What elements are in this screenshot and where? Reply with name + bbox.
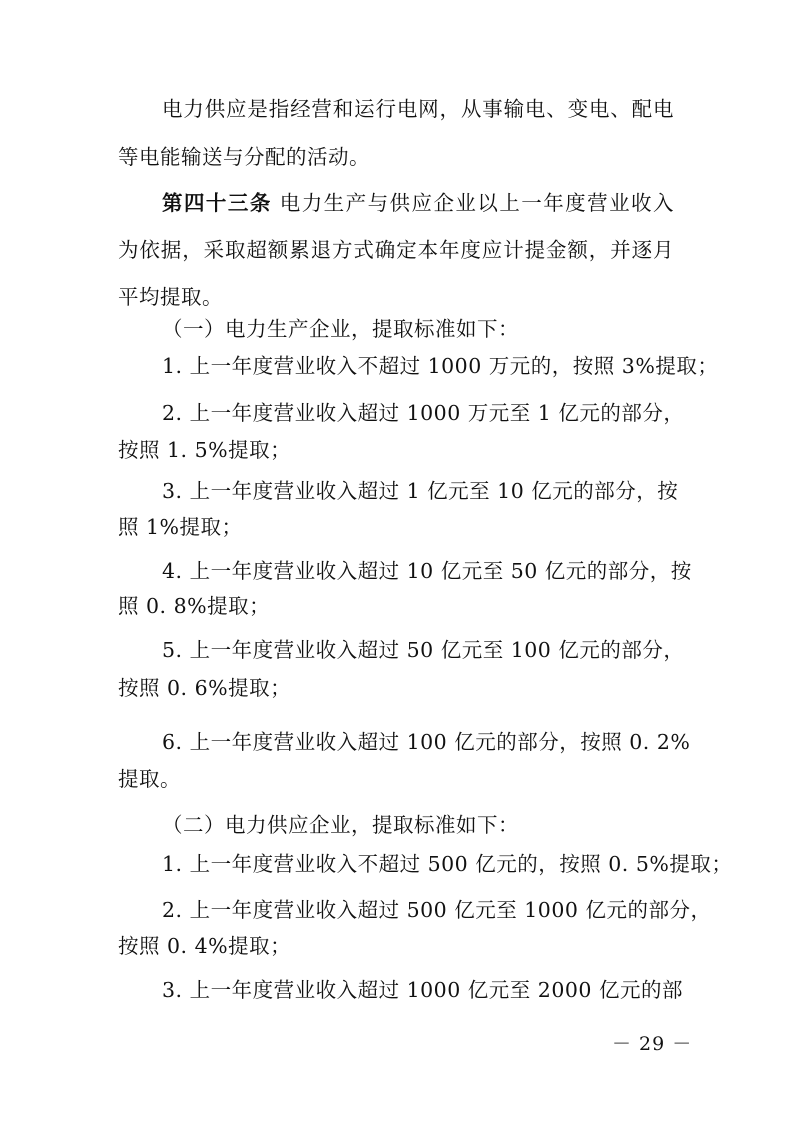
paragraph-1-line-1: 电力供应是指经营和运行电网，从事输电、变电、配电	[162, 97, 674, 121]
section-1-item-6-line-2: 提取。	[118, 767, 181, 791]
section-1-item-4-line-2: 照 0. 8%提取；	[118, 594, 271, 618]
page-number: － 29 －	[612, 1033, 693, 1055]
section-2-item-3-line-1: 3. 上一年度营业收入超过 1000 亿元至 2000 亿元的部	[162, 978, 683, 1002]
section-1-item-5-line-2: 按照 0. 6%提取；	[118, 676, 292, 700]
section-1-item-3-line-1: 3. 上一年度营业收入超过 1 亿元至 10 亿元的部分，按	[162, 479, 679, 503]
section-2-title: （二）电力供应企业，提取标准如下：	[162, 813, 519, 837]
article-43-heading: 第四十三条	[162, 191, 272, 215]
article-43-line-1	[162, 189, 674, 217]
article-43-line-3: 平均提取。	[118, 285, 223, 309]
article-43-line-1-text: 电力生产与供应企业以上一年度营业收入	[279, 191, 675, 215]
section-2-item-2-line-1: 2. 上一年度营业收入超过 500 亿元至 1000 亿元的部分，	[162, 898, 712, 922]
section-1-item-4-line-1: 4. 上一年度营业收入超过 10 亿元至 50 亿元的部分，按	[162, 559, 692, 583]
section-1-item-6-line-1: 6. 上一年度营业收入超过 100 亿元的部分，按照 0. 2%	[162, 730, 691, 754]
section-2-item-2-line-2: 按照 0. 4%提取；	[118, 934, 292, 958]
article-43-line-2: 为依据，采取超额累退方式确定本年度应计提金额，并逐月	[118, 238, 674, 262]
section-2-item-1: 1. 上一年度营业收入不超过 500 亿元的，按照 0. 5%提取；	[162, 852, 733, 876]
paragraph-1-line-2: 等电能输送与分配的活动。	[118, 145, 370, 169]
section-1-title: （一）电力生产企业，提取标准如下：	[162, 317, 519, 341]
section-1-item-2-line-2: 按照 1. 5%提取；	[118, 438, 292, 462]
section-1-item-1: 1. 上一年度营业收入不超过 1000 万元的，按照 3%提取；	[162, 354, 719, 378]
section-1-item-2-line-1: 2. 上一年度营业收入超过 1000 万元至 1 亿元的部分，	[162, 401, 685, 425]
section-1-item-3-line-2: 照 1%提取；	[118, 515, 243, 539]
section-1-item-5-line-1: 5. 上一年度营业收入超过 50 亿元至 100 亿元的部分，	[162, 638, 685, 662]
